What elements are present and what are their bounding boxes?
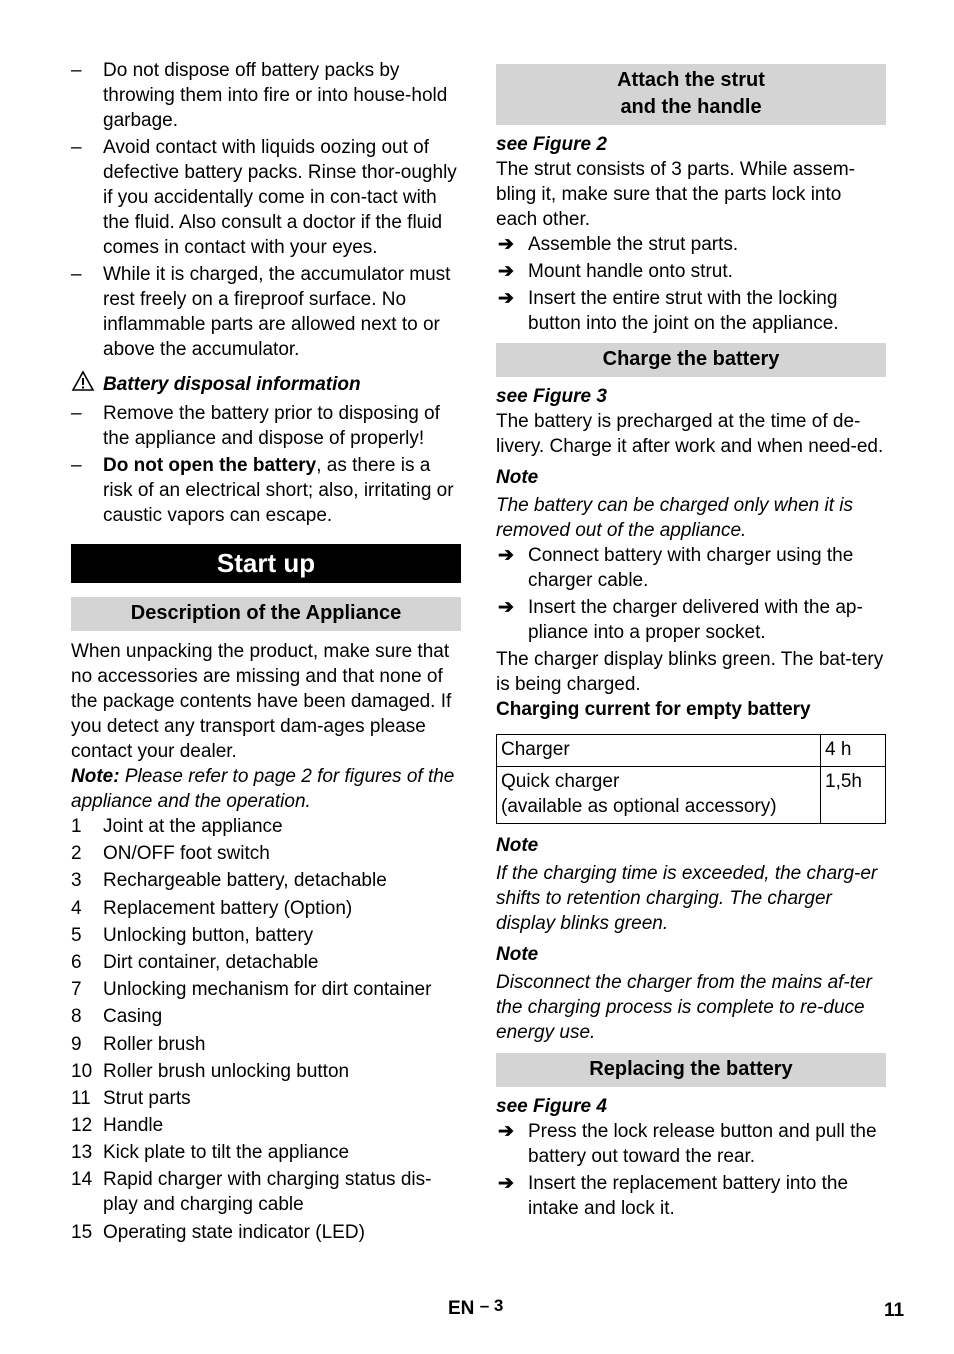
parts-list-item	[71, 814, 461, 839]
parts-list-item	[71, 950, 461, 975]
disposal-heading	[71, 370, 461, 399]
list-item-text: Do not dispose off battery packs by throwing them into fire or into house-hold garbage.	[103, 60, 448, 131]
attach-title-line2: and the handle	[620, 96, 762, 118]
subsection-title-description: Description of the Appliance	[71, 597, 461, 631]
list-item	[71, 135, 461, 260]
note-label: Note	[496, 467, 539, 488]
footer-section-label	[448, 1296, 503, 1321]
charging-table	[496, 734, 886, 824]
part-label: Replacement battery (Option)	[103, 897, 353, 919]
step-text: Insert the charger delivered with the ap-pliance into a proper socket.	[528, 597, 863, 643]
list-item	[71, 262, 461, 362]
part-number: 10	[71, 1060, 93, 1082]
warning-rest: , as there is a risk of an electrical short; also, irritating or caustic vapors can escape.	[103, 455, 454, 526]
part-label: Kick plate to tilt the appliance	[103, 1142, 350, 1164]
table-cell	[497, 767, 821, 824]
footer-section-number: – 3	[479, 1296, 504, 1315]
footer-language: EN	[448, 1298, 475, 1319]
arrow-right-icon: ➔	[498, 1121, 514, 1142]
figure-ref: see Figure 4	[496, 1096, 607, 1117]
parts-list-item	[71, 1167, 461, 1217]
page-number: 11	[884, 1300, 905, 1321]
arrow-right-icon: ➔	[498, 261, 514, 282]
list-item-text: While it is charged, the accumulator must rest freely on a fireproof surface. No inflammable parts are allowed next to or above the accumulator.	[103, 264, 451, 360]
subsection-title-charge: Charge the battery	[496, 343, 886, 377]
step-item	[496, 595, 886, 645]
subsection-title-attach	[496, 64, 886, 125]
parts-list-item	[71, 896, 461, 921]
replace-steps	[496, 1119, 886, 1221]
parts-list-item	[71, 1059, 461, 1084]
part-number: 14	[71, 1169, 93, 1191]
part-number: 15	[71, 1221, 93, 1243]
part-label: Rapid charger with charging status dis-play and charging cable	[103, 1169, 432, 1216]
part-number: 2	[71, 843, 82, 865]
note-paragraph	[71, 764, 461, 814]
bold-warning: Do not open the battery	[103, 455, 317, 476]
dash-bullet: –	[71, 455, 82, 476]
arrow-right-icon: ➔	[498, 234, 514, 255]
part-label: Handle	[103, 1115, 164, 1137]
right-column	[496, 64, 886, 1223]
note-label: Note	[496, 944, 539, 965]
list-item	[71, 401, 461, 451]
parts-list-item	[71, 868, 461, 893]
arrow-right-icon: ➔	[498, 1173, 514, 1194]
part-number: 13	[71, 1142, 93, 1164]
note-label: Note:	[71, 766, 120, 787]
parts-list-item	[71, 1220, 461, 1245]
section-title-start-up: Start up	[71, 544, 461, 583]
part-number: 12	[71, 1115, 93, 1137]
arrow-right-icon: ➔	[498, 545, 514, 566]
left-column	[71, 58, 461, 1247]
part-label: Unlocking button, battery	[103, 924, 314, 946]
part-number: 7	[71, 979, 82, 1001]
step-item	[496, 259, 886, 284]
parts-list-item	[71, 923, 461, 948]
note-label: Note	[496, 835, 539, 856]
part-label: Rechargeable battery, detachable	[103, 870, 387, 892]
part-label: Dirt container, detachable	[103, 951, 319, 973]
dash-bullet: –	[71, 137, 82, 158]
table-cell-line: Quick charger	[501, 771, 620, 792]
step-text: Insert the replacement battery into the intake and lock it.	[528, 1173, 849, 1219]
parts-list-item	[71, 1113, 461, 1138]
step-item	[496, 232, 886, 257]
part-number: 3	[71, 870, 82, 892]
step-item	[496, 286, 886, 336]
note-text: Disconnect the charger from the mains af-ter the charging process is complete to re-duce energy use.	[496, 972, 872, 1043]
part-label: Roller brush	[103, 1033, 206, 1055]
warning-triangle-icon	[71, 370, 95, 399]
part-number: 6	[71, 951, 82, 973]
figure-ref: see Figure 3	[496, 386, 607, 407]
part-label: Unlocking mechanism for dirt container	[103, 979, 432, 1001]
list-item	[71, 453, 461, 528]
figure-ref: see Figure 2	[496, 134, 607, 155]
parts-list-item	[71, 1032, 461, 1057]
part-label: Casing	[103, 1006, 163, 1028]
battery-safety-list	[71, 58, 461, 362]
parts-list-item	[71, 1086, 461, 1111]
table-row	[497, 735, 886, 767]
table-row	[497, 767, 886, 824]
parts-list-item	[71, 977, 461, 1002]
blink-paragraph: The charger display blinks green. The bat-tery is being charged.	[496, 649, 884, 695]
step-item	[496, 1119, 886, 1169]
parts-list	[71, 814, 461, 1245]
arrow-right-icon: ➔	[498, 597, 514, 618]
part-label: Roller brush unlocking button	[103, 1060, 350, 1082]
charging-current-heading: Charging current for empty battery	[496, 699, 811, 720]
strut-paragraph: The strut consists of 3 parts. While assem-bling it, make sure that the parts lock into each other.	[496, 159, 856, 230]
part-number: 5	[71, 924, 82, 946]
subsection-title-replace: Replacing the battery	[496, 1053, 886, 1087]
list-item-text: Remove the battery prior to disposing of the appliance and dispose of properly!	[103, 403, 440, 449]
step-text: Press the lock release button and pull the battery out toward the rear.	[528, 1121, 877, 1167]
step-text: Assemble the strut parts.	[528, 234, 739, 255]
step-text: Mount handle onto strut.	[528, 261, 733, 282]
part-label: ON/OFF foot switch	[103, 843, 270, 865]
step-item	[496, 543, 886, 593]
part-number: 9	[71, 1033, 82, 1055]
part-label: Operating state indicator (LED)	[103, 1221, 365, 1243]
parts-list-item	[71, 1004, 461, 1029]
part-number: 4	[71, 897, 82, 919]
part-number: 1	[71, 816, 82, 837]
arrow-right-icon: ➔	[498, 288, 514, 309]
part-number: 8	[71, 1006, 82, 1028]
disposal-list	[71, 401, 461, 528]
disposal-heading-text: Battery disposal information	[103, 374, 361, 395]
dash-bullet: –	[71, 403, 82, 424]
list-item-text: Avoid contact with liquids oozing out of defective battery packs. Rinse thor-oughly if you accidentally come in con-tact with the fluid. Also consult a doctor if the fluid comes in contact with your eyes.	[103, 137, 457, 258]
table-cell-line: (available as optional accessory)	[501, 796, 777, 817]
dash-bullet: –	[71, 60, 82, 81]
step-item	[496, 1171, 886, 1221]
table-cell: 4 h	[821, 735, 886, 767]
list-item	[71, 58, 461, 133]
charge-steps	[496, 543, 886, 645]
part-number: 11	[71, 1087, 91, 1109]
dash-bullet: –	[71, 264, 82, 285]
note-text: Please refer to page 2 for figures of the appliance and the operation.	[71, 766, 455, 812]
part-label: Joint at the appliance	[103, 816, 283, 837]
attach-title-line1: Attach the strut	[617, 69, 765, 91]
table-cell: 1,5h	[821, 767, 886, 824]
step-text: Insert the entire strut with the locking button into the joint on the appliance.	[528, 288, 839, 334]
note-text: If the charging time is exceeded, the charg-er shifts to retention charging. The charger display blinks green.	[496, 863, 878, 934]
precharge-paragraph: The battery is precharged at the time of de-livery. Charge it after work and when need-ed.	[496, 411, 884, 457]
list-item-text	[103, 453, 461, 528]
unpacking-paragraph: When unpacking the product, make sure that no accessories are missing and that none of the package contents have been damaged. If you detect any transport dam-ages please contact your dealer.	[71, 641, 452, 762]
parts-list-item	[71, 841, 461, 866]
parts-list-item	[71, 1140, 461, 1165]
step-text: Connect battery with charger using the charger cable.	[528, 545, 854, 591]
table-cell: Charger	[497, 735, 821, 767]
part-label: Strut parts	[103, 1087, 191, 1109]
strut-steps	[496, 232, 886, 336]
note-text: The battery can be charged only when it is removed out of the appliance.	[496, 495, 853, 541]
